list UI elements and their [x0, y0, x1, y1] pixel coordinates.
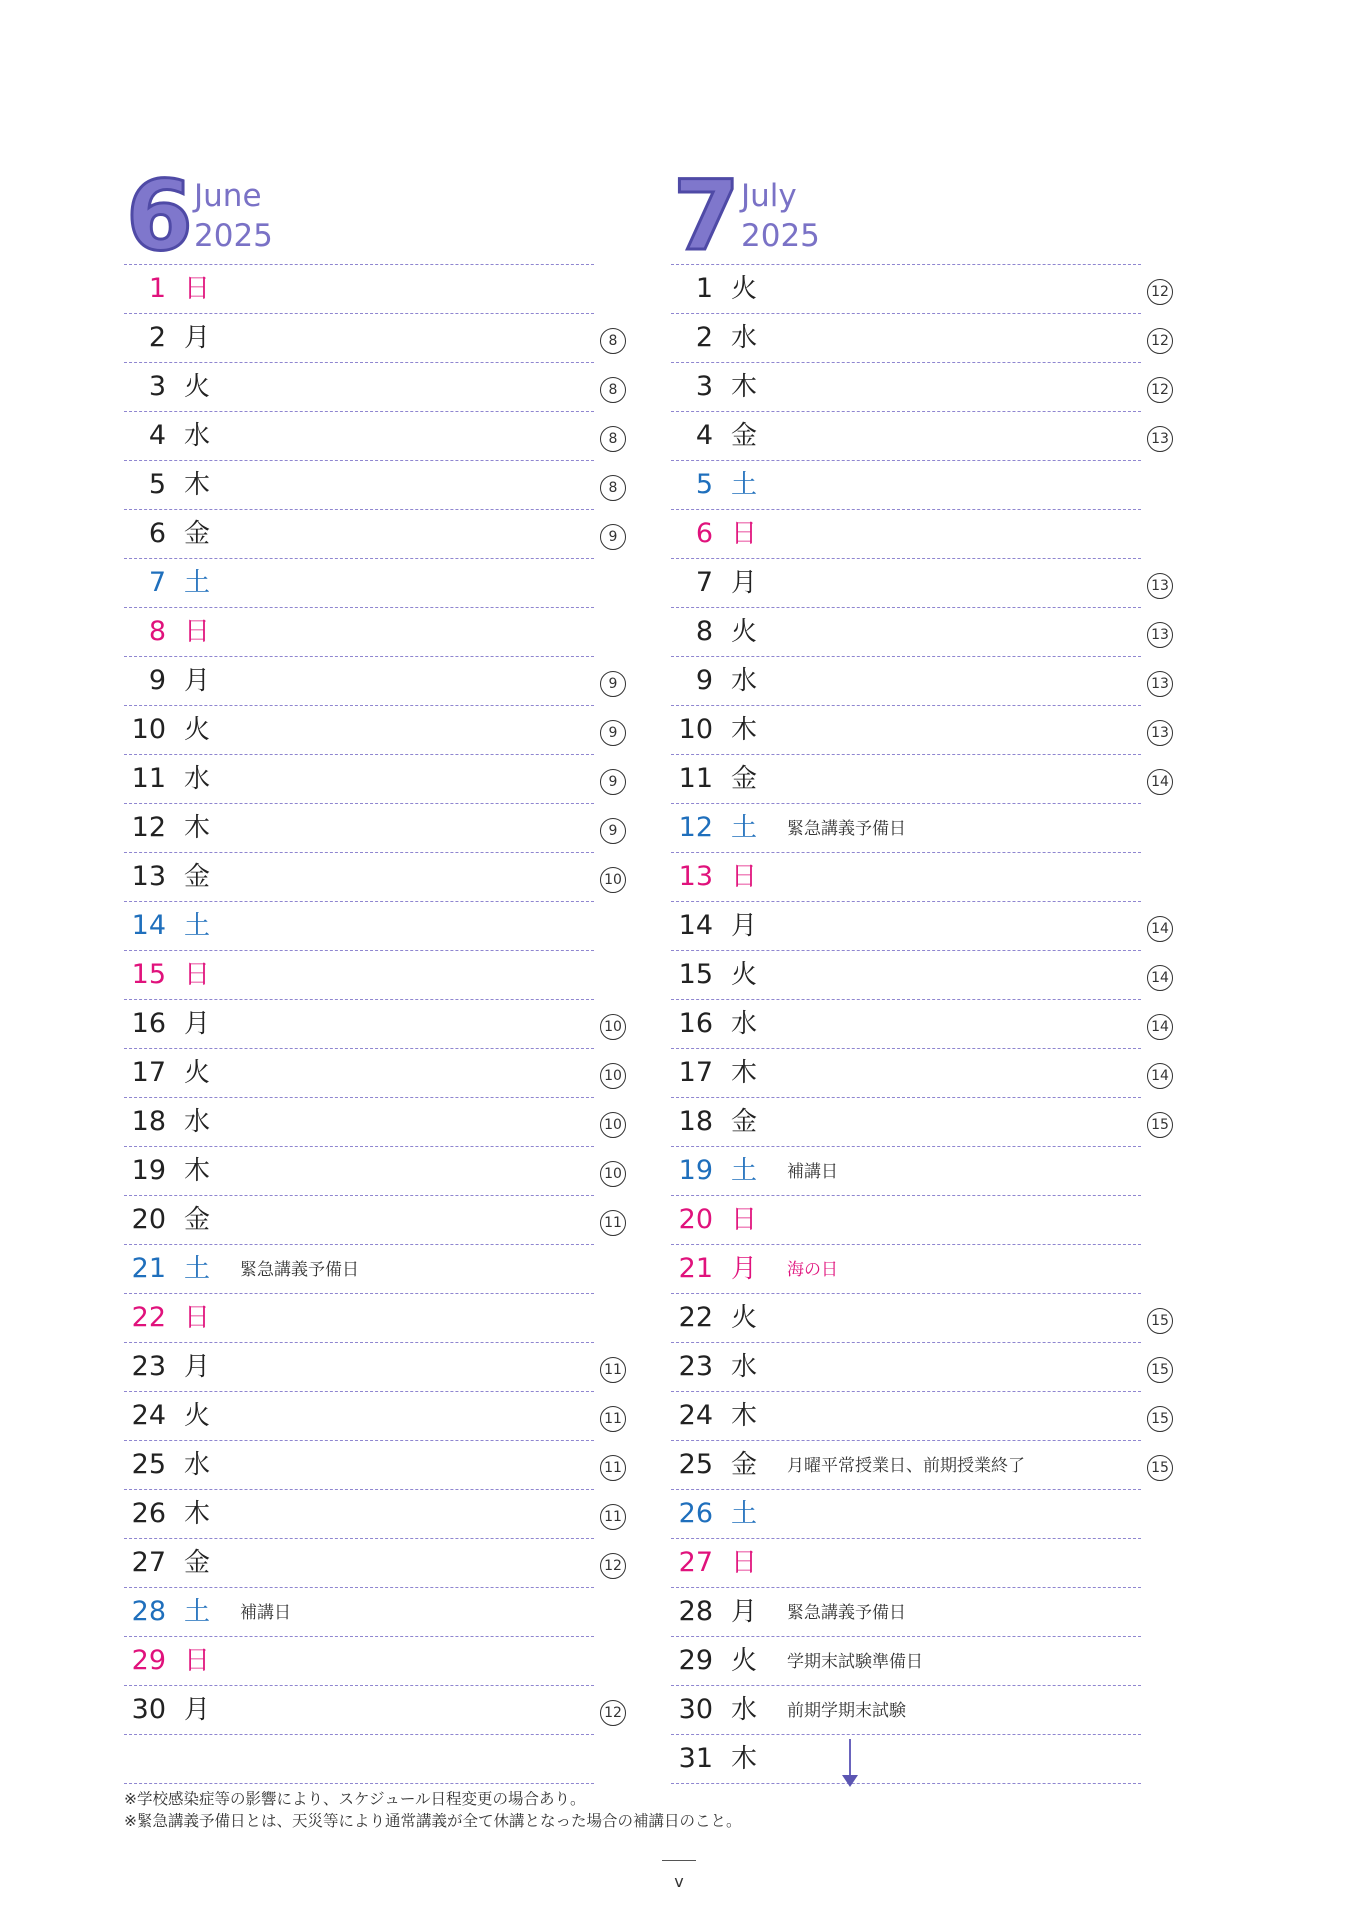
- weekday: 木: [731, 1744, 758, 1774]
- lecture-count-badge: 12: [1147, 377, 1173, 403]
- page-number: v: [674, 1872, 684, 1891]
- lecture-count-badge: 10: [600, 867, 626, 893]
- day-row: [671, 951, 1169, 1000]
- day-number: 24: [131, 1400, 166, 1431]
- lecture-count-badge: 11: [600, 1504, 626, 1530]
- day-number: 13: [678, 861, 713, 892]
- day-row: [124, 1588, 594, 1637]
- day-number: 27: [131, 1547, 166, 1578]
- event-note: 緊急講義予備日: [787, 1603, 906, 1623]
- day-number: 23: [678, 1351, 713, 1382]
- day-number: 6: [148, 518, 166, 549]
- day-number: 4: [695, 420, 713, 451]
- lecture-count-badge: 13: [1147, 622, 1173, 648]
- weekday: 木: [184, 1156, 211, 1186]
- weekday: 水: [731, 666, 758, 696]
- month-year: 2025: [741, 218, 820, 254]
- day-row: [124, 1294, 594, 1343]
- day-number: 13: [131, 861, 166, 892]
- lecture-count-badge: 15: [1147, 1455, 1173, 1481]
- event-note: 緊急講義予備日: [240, 1260, 359, 1280]
- event-note: 月曜平常授業日、前期授業終了: [787, 1456, 1025, 1476]
- day-number: 24: [678, 1400, 713, 1431]
- day-row: [671, 314, 1169, 363]
- lecture-count-badge: 13: [1147, 573, 1173, 599]
- event-note: 緊急講義予備日: [787, 819, 906, 839]
- day-row: [124, 1000, 622, 1049]
- day-number: 14: [131, 910, 166, 941]
- day-number: 30: [678, 1694, 713, 1725]
- continuation-arrow-icon: [849, 1739, 851, 1777]
- day-row: [671, 902, 1169, 951]
- day-row: [124, 1147, 622, 1196]
- day-row: [124, 608, 594, 657]
- day-row: [671, 1588, 1141, 1637]
- day-row: [671, 1343, 1169, 1392]
- day-number: 12: [131, 812, 166, 843]
- day-number: 4: [148, 420, 166, 451]
- day-row: [671, 1686, 1141, 1735]
- weekday: 木: [184, 1499, 211, 1529]
- day-row: [124, 1343, 622, 1392]
- lecture-count-badge: 12: [1147, 328, 1173, 354]
- weekday: 土: [731, 470, 758, 500]
- lecture-count-badge: 9: [600, 720, 626, 746]
- weekday: 土: [184, 1254, 211, 1284]
- day-row: [671, 1049, 1169, 1098]
- weekday: 月: [184, 1009, 211, 1039]
- weekday: 日: [731, 519, 758, 549]
- weekday: 土: [731, 1499, 758, 1529]
- day-number: 26: [678, 1498, 713, 1529]
- month-number: 7: [673, 160, 738, 272]
- weekday: 木: [731, 1058, 758, 1088]
- day-row: [671, 657, 1169, 706]
- weekday: 木: [184, 813, 211, 843]
- day-list: [671, 265, 1169, 1784]
- day-number: 28: [131, 1596, 166, 1627]
- weekday: 日: [184, 1646, 211, 1676]
- weekday: 月: [731, 911, 758, 941]
- day-list: [124, 265, 622, 1735]
- weekday: 月: [731, 1254, 758, 1284]
- weekday: 火: [184, 1401, 211, 1431]
- weekday: 木: [184, 470, 211, 500]
- weekday: 月: [731, 1597, 758, 1627]
- lecture-count-badge: 13: [1147, 671, 1173, 697]
- day-number: 6: [695, 518, 713, 549]
- day-row: [671, 1539, 1141, 1588]
- event-note: 補講日: [787, 1162, 838, 1182]
- month-header: [124, 160, 594, 272]
- day-number: 16: [678, 1008, 713, 1039]
- weekday: 水: [731, 1352, 758, 1382]
- day-number: 10: [678, 714, 713, 745]
- month-july: [671, 160, 1169, 1784]
- day-row: [671, 1196, 1141, 1245]
- weekday: 火: [731, 274, 758, 304]
- day-number: 18: [131, 1106, 166, 1137]
- event-note: 前期学期末試験: [787, 1701, 906, 1721]
- day-number: 8: [695, 616, 713, 647]
- lecture-count-badge: 15: [1147, 1112, 1173, 1138]
- month-name: June: [194, 178, 262, 214]
- day-number: 31: [678, 1743, 713, 1774]
- day-number: 2: [148, 322, 166, 353]
- weekday: 日: [184, 274, 211, 304]
- day-number: 22: [678, 1302, 713, 1333]
- lecture-count-badge: 14: [1147, 916, 1173, 942]
- weekday: 火: [731, 1646, 758, 1676]
- day-row: [124, 804, 618, 853]
- day-number: 30: [131, 1694, 166, 1725]
- day-row: [124, 951, 594, 1000]
- day-number: 21: [131, 1253, 166, 1284]
- day-row: [671, 1245, 1141, 1294]
- lecture-count-badge: 9: [600, 818, 626, 844]
- weekday: 金: [184, 1548, 211, 1578]
- day-row: [124, 510, 618, 559]
- weekday: 水: [184, 764, 211, 794]
- weekday: 土: [731, 1156, 758, 1186]
- day-number: 21: [678, 1253, 713, 1284]
- month-number: 6: [126, 160, 191, 272]
- day-number: 5: [695, 469, 713, 500]
- lecture-count-badge: 9: [600, 769, 626, 795]
- month-year: 2025: [194, 218, 273, 254]
- day-number: 2: [695, 322, 713, 353]
- weekday: 金: [731, 421, 758, 451]
- weekday: 土: [184, 1597, 211, 1627]
- month-name: July: [741, 178, 797, 214]
- lecture-count-badge: 14: [1147, 1063, 1173, 1089]
- day-row: [124, 657, 618, 706]
- day-number: 22: [131, 1302, 166, 1333]
- lecture-count-badge: 10: [600, 1063, 626, 1089]
- page-number-rule: [662, 1860, 696, 1861]
- day-row: [124, 1245, 594, 1294]
- weekday: 火: [731, 1303, 758, 1333]
- lecture-count-badge: 15: [1147, 1406, 1173, 1432]
- day-row: [124, 1392, 622, 1441]
- month-header: [671, 160, 1141, 272]
- day-row: [124, 559, 594, 608]
- day-number: 9: [695, 665, 713, 696]
- day-number: 19: [678, 1155, 713, 1186]
- weekday: 水: [184, 1107, 211, 1137]
- day-row: [671, 1441, 1169, 1490]
- weekday: 金: [731, 1107, 758, 1137]
- day-row: [124, 755, 618, 804]
- weekday: 日: [731, 1205, 758, 1235]
- weekday: 月: [731, 568, 758, 598]
- day-row: [671, 1000, 1169, 1049]
- weekday: 水: [731, 1695, 758, 1725]
- day-row: [124, 853, 622, 902]
- lecture-count-badge: 11: [600, 1357, 626, 1383]
- day-row: [671, 706, 1169, 755]
- weekday: 月: [184, 666, 211, 696]
- day-number: 29: [131, 1645, 166, 1676]
- day-number: 1: [695, 273, 713, 304]
- day-number: 11: [678, 763, 713, 794]
- lecture-count-badge: 12: [600, 1700, 626, 1726]
- day-row: [671, 755, 1169, 804]
- weekday: 土: [731, 813, 758, 843]
- footnotes: [124, 1788, 742, 1832]
- day-number: 11: [131, 763, 166, 794]
- weekday: 水: [731, 1009, 758, 1039]
- day-number: 12: [678, 812, 713, 843]
- weekday: 火: [184, 372, 211, 402]
- day-row: [671, 1147, 1141, 1196]
- weekday: 木: [731, 715, 758, 745]
- weekday: 水: [731, 323, 758, 353]
- day-row: [671, 363, 1169, 412]
- lecture-count-badge: 8: [600, 426, 626, 452]
- lecture-count-badge: 12: [600, 1553, 626, 1579]
- event-note: 学期末試験準備日: [787, 1652, 923, 1672]
- day-number: 9: [148, 665, 166, 696]
- weekday: 火: [731, 617, 758, 647]
- weekday: 木: [731, 372, 758, 402]
- event-note: 補講日: [240, 1603, 291, 1623]
- holiday-label: 海の日: [787, 1260, 838, 1280]
- day-number: 20: [131, 1204, 166, 1235]
- lecture-count-badge: 11: [600, 1406, 626, 1432]
- day-row: [671, 853, 1141, 902]
- day-number: 25: [678, 1449, 713, 1480]
- lecture-count-badge: 11: [600, 1455, 626, 1481]
- day-row: [671, 1735, 1141, 1784]
- day-number: 14: [678, 910, 713, 941]
- empty-row: [124, 1735, 594, 1784]
- weekday: 火: [184, 1058, 211, 1088]
- footnote: ※緊急講義予備日とは、天災等により通常講義が全て休講となった場合の補講日のこと。: [124, 1812, 742, 1830]
- day-number: 7: [695, 567, 713, 598]
- weekday: 木: [731, 1401, 758, 1431]
- day-row: [124, 902, 594, 951]
- day-row: [671, 1637, 1141, 1686]
- weekday: 日: [731, 862, 758, 892]
- day-row: [124, 412, 618, 461]
- day-number: 29: [678, 1645, 713, 1676]
- day-number: 10: [131, 714, 166, 745]
- lecture-count-badge: 8: [600, 377, 626, 403]
- day-row: [124, 1686, 622, 1735]
- lecture-count-badge: 10: [600, 1014, 626, 1040]
- lecture-count-badge: 15: [1147, 1357, 1173, 1383]
- day-number: 8: [148, 616, 166, 647]
- day-row: [124, 1490, 622, 1539]
- weekday: 日: [184, 1303, 211, 1333]
- lecture-count-badge: 13: [1147, 426, 1173, 452]
- day-number: 18: [678, 1106, 713, 1137]
- weekday: 月: [184, 1695, 211, 1725]
- day-row: [671, 461, 1141, 510]
- day-number: 1: [148, 273, 166, 304]
- weekday: 日: [731, 1548, 758, 1578]
- day-row: [124, 1196, 622, 1245]
- weekday: 水: [184, 421, 211, 451]
- day-number: 7: [148, 567, 166, 598]
- day-number: 15: [131, 959, 166, 990]
- weekday: 土: [184, 568, 211, 598]
- day-number: 26: [131, 1498, 166, 1529]
- day-row: [671, 265, 1169, 314]
- day-number: 20: [678, 1204, 713, 1235]
- day-row: [124, 1441, 622, 1490]
- weekday: 金: [731, 1450, 758, 1480]
- day-row: [124, 1637, 594, 1686]
- lecture-count-badge: 10: [600, 1112, 626, 1138]
- weekday: 土: [184, 911, 211, 941]
- footnote: ※学校感染症等の影響により、スケジュール日程変更の場合あり。: [124, 1790, 586, 1808]
- day-row: [124, 265, 594, 314]
- weekday: 日: [184, 617, 211, 647]
- lecture-count-badge: 8: [600, 475, 626, 501]
- day-row: [124, 1098, 622, 1147]
- day-number: 17: [678, 1057, 713, 1088]
- day-number: 28: [678, 1596, 713, 1627]
- day-row: [671, 559, 1169, 608]
- day-row: [124, 363, 618, 412]
- day-row: [124, 1049, 622, 1098]
- lecture-count-badge: 12: [1147, 279, 1173, 305]
- weekday: 金: [184, 1205, 211, 1235]
- day-number: 27: [678, 1547, 713, 1578]
- day-row: [124, 706, 618, 755]
- day-number: 5: [148, 469, 166, 500]
- lecture-count-badge: 14: [1147, 1014, 1173, 1040]
- day-number: 19: [131, 1155, 166, 1186]
- day-number: 16: [131, 1008, 166, 1039]
- weekday: 日: [184, 960, 211, 990]
- day-number: 23: [131, 1351, 166, 1382]
- day-row: [671, 510, 1141, 559]
- day-row: [671, 412, 1169, 461]
- weekday: 月: [184, 323, 211, 353]
- day-row: [671, 1294, 1169, 1343]
- lecture-count-badge: 11: [600, 1210, 626, 1236]
- day-row: [124, 461, 618, 510]
- lecture-count-badge: 10: [600, 1161, 626, 1187]
- day-number: 15: [678, 959, 713, 990]
- lecture-count-badge: 9: [600, 671, 626, 697]
- lecture-count-badge: 8: [600, 328, 626, 354]
- weekday: 金: [184, 862, 211, 892]
- weekday: 火: [184, 715, 211, 745]
- day-number: 25: [131, 1449, 166, 1480]
- day-row: [671, 1490, 1141, 1539]
- weekday: 金: [731, 764, 758, 794]
- day-row: [671, 1392, 1169, 1441]
- day-row: [124, 314, 618, 363]
- lecture-count-badge: 15: [1147, 1308, 1173, 1334]
- lecture-count-badge: 14: [1147, 769, 1173, 795]
- lecture-count-badge: 9: [600, 524, 626, 550]
- weekday: 月: [184, 1352, 211, 1382]
- day-row: [671, 804, 1141, 853]
- day-number: 17: [131, 1057, 166, 1088]
- lecture-count-badge: 13: [1147, 720, 1173, 746]
- day-row: [671, 1098, 1169, 1147]
- day-number: 3: [695, 371, 713, 402]
- day-row: [671, 608, 1169, 657]
- weekday: 火: [731, 960, 758, 990]
- day-number: 3: [148, 371, 166, 402]
- weekday: 金: [184, 519, 211, 549]
- day-row: [124, 1539, 622, 1588]
- lecture-count-badge: 14: [1147, 965, 1173, 991]
- month-june: [124, 160, 622, 1784]
- weekday: 水: [184, 1450, 211, 1480]
